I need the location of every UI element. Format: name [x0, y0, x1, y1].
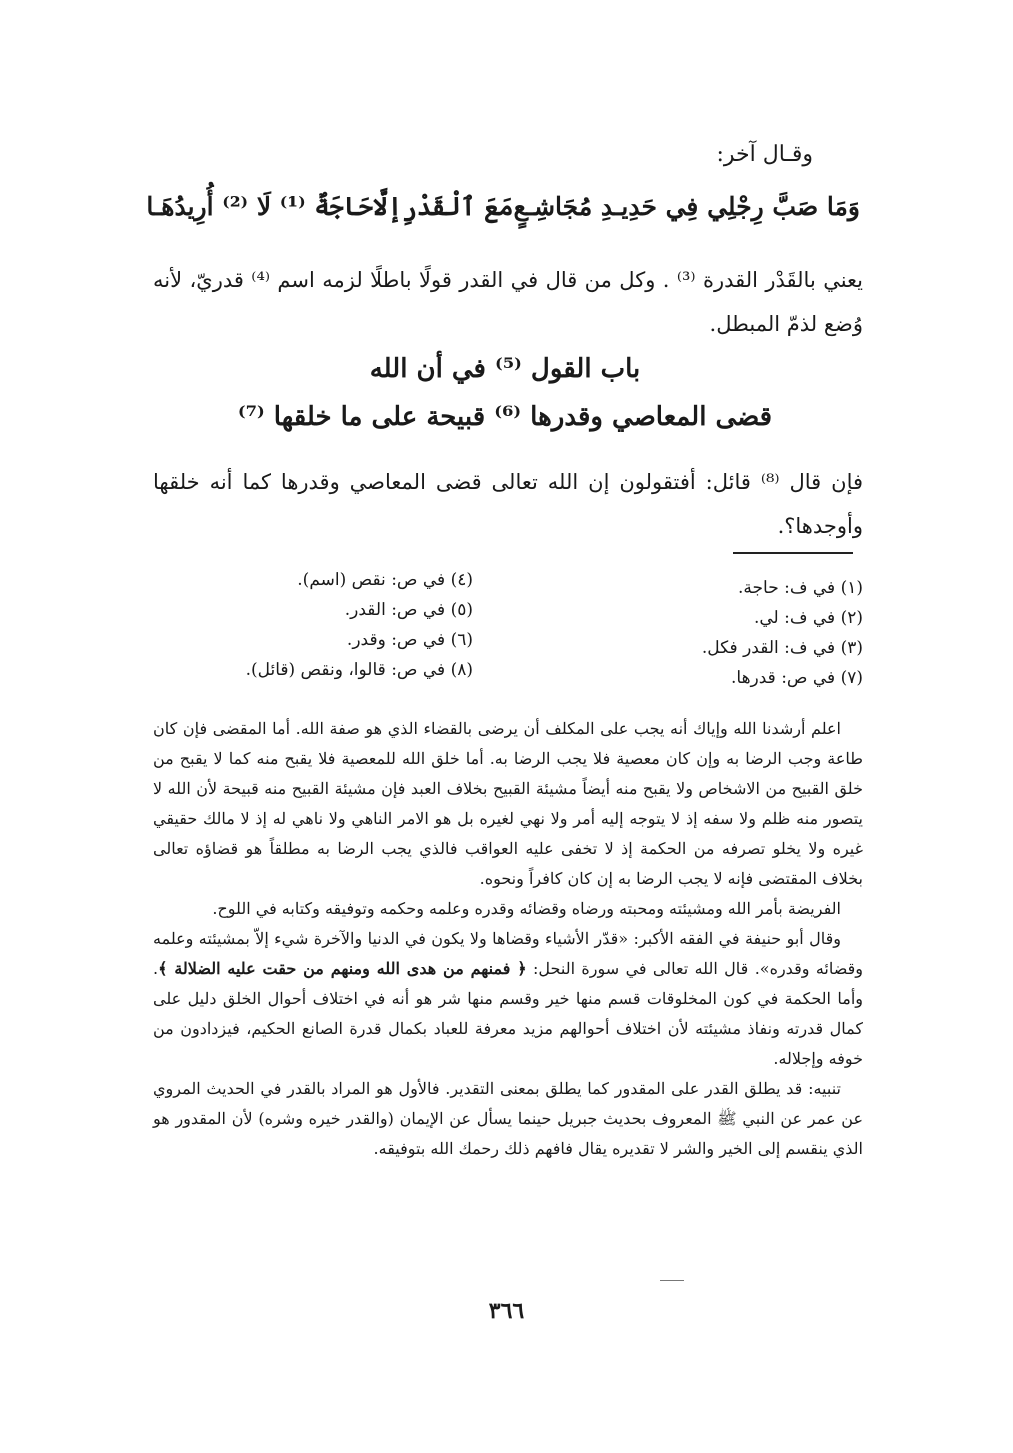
footnote: (١) في ف: حاجة. — [738, 578, 863, 598]
footnote: (٢) في ف: لي. — [753, 608, 863, 628]
commentary-text: وقال أبو حنيفة في الفقه الأكبر: «قدّر الأشياء وقضاها ولا يكون في الدنيا والآخرة شيء إلاّ بمشيئته وعلمه وقضائه وقدره». قال الله تعالى في سورة النحل: — [153, 929, 863, 978]
body-paragraph-2: فإن قال ⁽⁸⁾ قائل: أفتقولون إن الله تعالى قضى المعاصي وقدرها كما أنه خلقها وأوجدها؟. — [153, 470, 864, 538]
verse-hemistich-1: وَمَا صَبَّ رِجْلِي فِي حَدِيـدِ مُجَاشِـعٍ — [513, 192, 860, 221]
footnotes-left-column — [246, 565, 473, 685]
page-number: ٣٦٦ — [488, 1298, 525, 1324]
commentary-paragraph-1: اعلم أرشدنا الله وإياك أنه يجب على المكلف أن يرضى بالقضاء الذي هو صفة الله. أما المقضى فإن كان طاعة وجب الرضا به وإن كان معصية فلا يجب الرضا به. أما خلق الله للمعصية فلا يقبح منه كما لا يقبح من خلق القبيح من الاشخاص ولا يقبح منه أيضاً مشيئة القبيح بخلاف العبد فإن مشيئة القبيح منه قبيحة لأن الله لا يتصور منه ظلم ولا سفه إذ لا يتوجه إليه أمر ولا نهي لغيره بل هو الامر الناهي ولا ناهي له إذ لا مالك حقيقي غيره ولا يخلو تصرفه من الحكمة إذ لا تخفى عليه العواقب فالذي يجب الرضا به مطلقاً هو قضاؤه تعالى بخلاف المقتضى فإنه لا يجب الرضا به إن كان كافراً ونحوه. — [153, 719, 864, 888]
commentary-paragraph-3 — [153, 924, 863, 1074]
footnote: (٦) في ص: وقدر. — [346, 630, 473, 650]
footnote: (٨) في ص: قالوا، ونقص (قائل). — [245, 660, 473, 680]
commentary-paragraph-4: تنبيه: قد يطلق القدر على المقدور كما يطلق بمعنى التقدير. فالأول هو المراد بالقدر في الحديث المروي عن عمر عن النبي ﷺ المعروف بحديث جبريل حينما يسأل عن الإيمان (والقدر خيره وشره) لأن المقدور هو الذي ينقسم إلى الخير والشر لا تقديره يقال فافهم ذلك رحمك الله بتوفيقه. — [153, 1079, 863, 1158]
commentary-text: . وأما الحكمة في كون المخلوقات قسم منها خير وقسم منها شر هو أنه في اختلاف أحوال الخلق دليل على كمال قدرته ونفاذ مشيئته لأن اختلاف أحوالهم مزيد معرفة للعباد بكمال قدرة الصانع الحكيم، فيزدادون من خوفه وإجلاله. — [153, 959, 863, 1068]
footnote: (٧) في ص: قدرها. — [730, 668, 863, 688]
intro-line: وقـال آخر: — [716, 142, 813, 167]
quran-quote: ﴿ فمنهم من هدى الله ومنهم من حقت عليه الضلالة ﴾ — [158, 959, 527, 978]
footnote: (٤) في ص: نقص (اسم). — [297, 570, 473, 590]
commentary-paragraph-2: الفريضة بأمر الله ومشيئته ومحبته ورضاه وقضائه وقدره وعلمه وحكمه وتوفيقه وكتابه في اللوح. — [212, 899, 841, 918]
body-paragraph-1: يعني بالقَدْر القدرة ⁽³⁾ . وكل من قال في القدر قولًا باطلًا لزمه اسم ⁽⁴⁾ قدريّ، لأنه وُضع لذمّ المبطل. — [153, 268, 864, 336]
verse-hemistich-2: مَعَ ٱلْقَدْرِإلَّاحَاجَةٌ ⁽¹⁾ لَا ⁽²⁾ أُرِيدُهَـا — [146, 192, 514, 221]
commentary-block — [153, 714, 863, 1164]
poetry-verse — [146, 192, 860, 221]
chapter-heading-line-2: قضى المعاصي وقدرها ⁽⁶⁾ قبيحة على ما خلقها ⁽⁷⁾ — [237, 402, 773, 432]
chapter-heading-line-1: باب القول ⁽⁵⁾ في أن الله — [369, 354, 641, 384]
footnotes-right-column — [702, 573, 863, 693]
footnote: (٥) في ص: القدر. — [344, 600, 473, 620]
footnote: (٣) في ف: القدر فكل. — [701, 638, 863, 658]
end-dash — [660, 1280, 684, 1281]
footnote-separator — [733, 552, 853, 554]
